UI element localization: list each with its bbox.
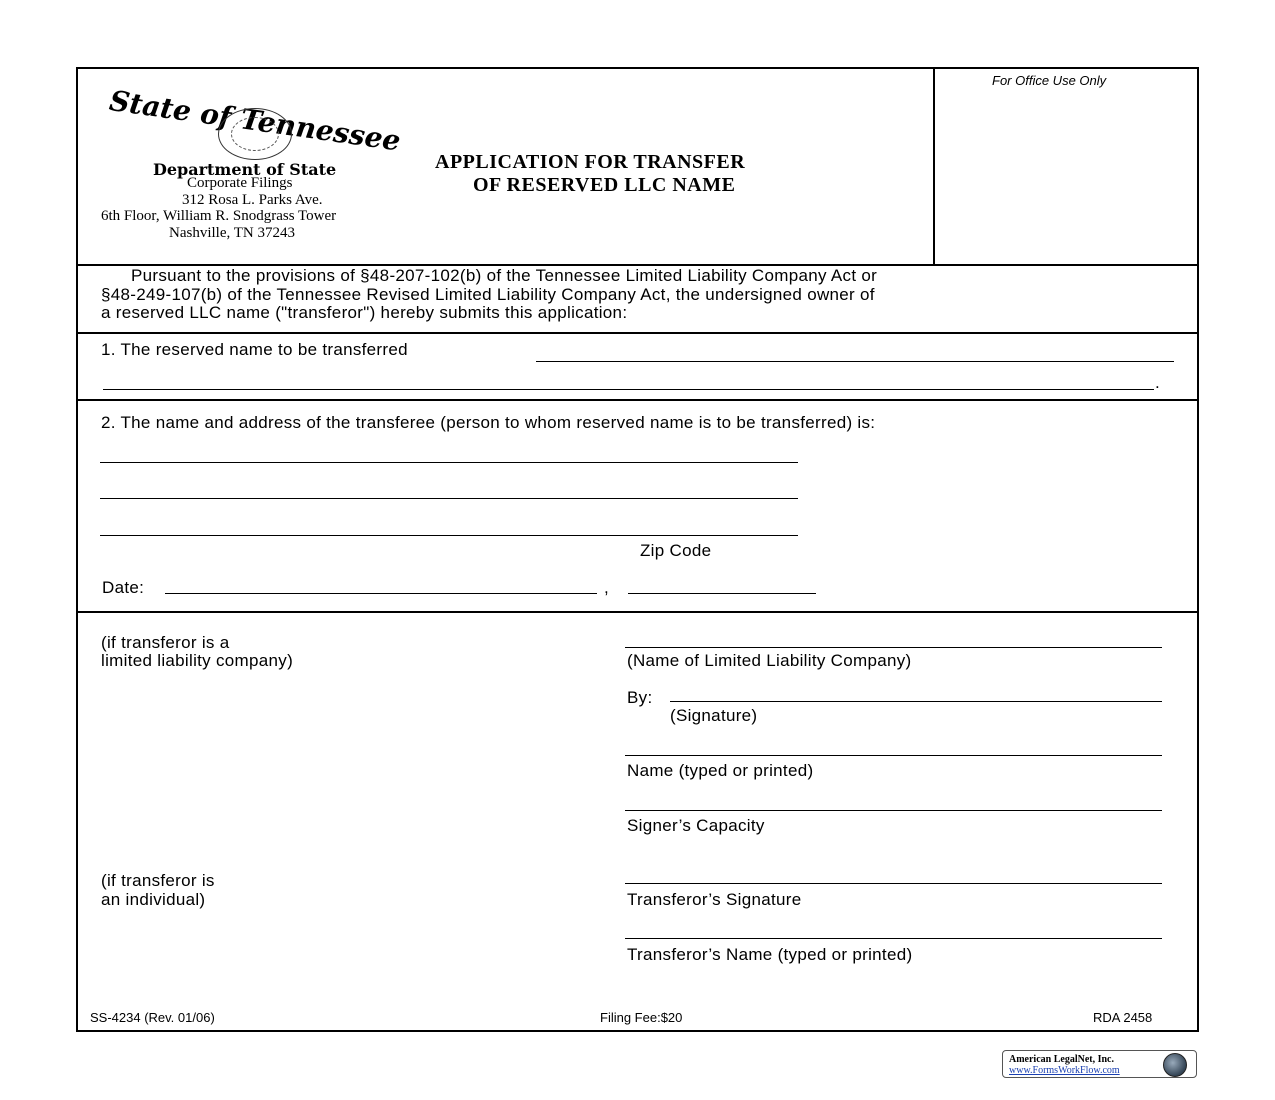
signature-label: (Signature) [670, 706, 758, 725]
transferor-signature-field-line[interactable] [625, 883, 1162, 884]
transferor-name-label: Transferor’s Name (typed or printed) [627, 945, 913, 964]
legalnet-badge[interactable] [1002, 1050, 1197, 1078]
date-field-line[interactable] [165, 593, 597, 594]
llc-name-field-line[interactable] [625, 647, 1162, 648]
signer-name-field-line[interactable] [625, 755, 1162, 756]
address-line1: 312 Rosa L. Parks Ave. [182, 192, 323, 208]
office-use-label: For Office Use Only [992, 73, 1107, 88]
section1-period: . [1155, 373, 1161, 392]
transferee-address-line[interactable] [100, 498, 798, 499]
section1-divider [76, 399, 1199, 401]
date-label: Date: [102, 578, 145, 597]
llc-name-label: (Name of Limited Liability Company) [627, 651, 912, 670]
year-field-line[interactable] [628, 593, 816, 594]
form-title-line2: OF RESERVED LLC NAME [473, 174, 736, 196]
individual-note-line2: an individual) [101, 890, 206, 909]
section1-label: 1. The reserved name to be transferred [101, 340, 408, 359]
llc-note-line2: limited liability company) [101, 651, 294, 670]
intro-line1: Pursuant to the provisions of §48-207-102(b) of the Tennessee Limited Liability Company Act or [131, 266, 878, 285]
date-comma: , [604, 578, 610, 597]
office-use-divider [933, 67, 935, 265]
by-label: By: [627, 688, 653, 707]
transferee-city-line[interactable] [100, 535, 798, 536]
intro-divider [76, 332, 1199, 334]
filing-fee: Filing Fee:$20 [600, 1010, 683, 1025]
globe-icon [1163, 1053, 1187, 1077]
address-line3: Nashville, TN 37243 [169, 225, 295, 241]
department-name: Department of State [153, 160, 337, 179]
reserved-name-field-line2[interactable] [103, 389, 1154, 390]
address-line2: 6th Floor, William R. Snodgrass Tower [101, 208, 337, 224]
division-name: Corporate Filings [187, 175, 293, 191]
individual-note-line1: (if transferor is [101, 871, 215, 890]
section2-divider [76, 611, 1199, 613]
form-title-line1: APPLICATION FOR TRANSFER [435, 151, 746, 173]
transferor-signature-label: Transferor’s Signature [627, 890, 802, 909]
llc-note-line1: (if transferor is a [101, 633, 230, 652]
intro-line2: §48-249-107(b) of the Tennessee Revised Limited Liability Company Act, the undersigned owner of [101, 285, 875, 304]
signature-field-line[interactable] [670, 701, 1162, 702]
signer-capacity-field-line[interactable] [625, 810, 1162, 811]
zip-code-label: Zip Code [640, 541, 712, 560]
reserved-name-field-line1[interactable] [536, 361, 1174, 362]
state-title: State of Tennessee [107, 84, 403, 158]
signer-capacity-label: Signer’s Capacity [627, 816, 765, 835]
intro-line3: a reserved LLC name ("transferor") hereby submits this application: [101, 303, 628, 322]
transferee-name-line[interactable] [100, 462, 798, 463]
badge-url[interactable]: www.FormsWorkFlow.com [1009, 1065, 1120, 1076]
transferor-name-field-line[interactable] [625, 938, 1162, 939]
section2-label: 2. The name and address of the transferee (person to whom reserved name is to be transferred) is: [101, 413, 876, 432]
signer-name-label: Name (typed or printed) [627, 761, 814, 780]
rda-number: RDA 2458 [1093, 1010, 1153, 1025]
state-seal-icon [218, 108, 292, 160]
badge-company: American LegalNet, Inc. [1009, 1054, 1114, 1065]
form-number: SS-4234 (Rev. 01/06) [90, 1010, 215, 1025]
